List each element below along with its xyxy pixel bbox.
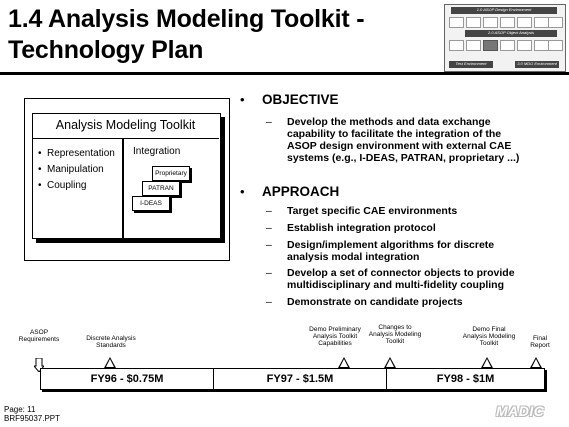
objective-text	[287, 116, 519, 164]
milestone-triangle-icon	[104, 357, 116, 368]
milestone-line: Final	[532, 335, 548, 342]
period-fy98: FY98 - $1M	[436, 373, 495, 385]
milestone-line: Demo Final	[472, 326, 506, 333]
approach-line: Demonstrate on candidate projects	[287, 296, 463, 308]
approach-item	[287, 222, 436, 234]
thumb-cell	[483, 17, 498, 28]
capability-item: • Manipulation	[38, 162, 115, 178]
milestone-line: Changes to	[378, 324, 412, 331]
milestone-triangle-icon	[338, 357, 350, 368]
integration-box-proprietary: Proprietary	[152, 166, 190, 181]
title-divider	[0, 72, 569, 75]
milestone-line: Capabilities	[318, 340, 352, 347]
thumb-cell	[500, 40, 515, 51]
objective-bullet: •	[240, 92, 245, 107]
approach-dash: –	[266, 205, 272, 217]
thumb-cell	[449, 17, 464, 28]
approach-item	[287, 267, 515, 291]
approach-dash: –	[266, 239, 272, 251]
toolkit-diagram-title: Analysis Modeling Toolkit	[32, 113, 219, 139]
approach-dash: –	[266, 222, 272, 234]
thumb-cell-highlight	[483, 40, 498, 51]
objective-line: systems (e.g., I-DEAS, PATRAN, proprietary ...)	[287, 152, 520, 164]
milestone-line: Toolkit	[385, 338, 405, 345]
objective-line: Develop the methods and data exchange	[287, 116, 491, 128]
milestone-label-changes	[360, 324, 430, 345]
capability-item: • Coupling	[38, 178, 115, 194]
approach-line: Target specific CAE environments	[287, 205, 458, 217]
thumb-cell	[517, 40, 532, 51]
integration-box-ideas: I-DEAS	[132, 196, 170, 211]
timeline-band	[40, 368, 545, 390]
approach-dash: –	[266, 267, 272, 279]
milestone-line: Toolkit	[479, 340, 499, 347]
title-line-2: Technology Plan	[8, 36, 204, 64]
objective-line: capability to facilitate the integration of the	[287, 128, 502, 140]
milestone-label-asop-requirements	[14, 329, 64, 343]
milestone-triangle-icon	[530, 357, 542, 368]
integration-label: Integration	[133, 146, 181, 157]
capability-item: • Representation	[38, 146, 115, 162]
footer	[4, 405, 60, 423]
milestone-line: Analysis Modeling	[462, 333, 516, 340]
milestone-line: Analysis Toolkit	[312, 333, 358, 340]
approach-item	[287, 296, 463, 308]
integration-box-patran: PATRAN	[142, 181, 180, 196]
milestone-label-final-report	[520, 335, 560, 349]
thumb-cell	[548, 17, 563, 28]
milestone-label-demo-final	[454, 326, 524, 347]
toolkit-diagram-separator	[122, 139, 124, 238]
thumb-mid-bar: 2.0 ASOP Object Analysis	[465, 30, 557, 37]
thumb-top-bar: 1.0 ASOP Design Environment	[451, 7, 557, 14]
thumb-cell	[534, 40, 549, 51]
milestone-line: ASOP	[29, 329, 49, 336]
objective-line: ASOP design environment with external CAE	[287, 140, 512, 152]
thumb-cell	[500, 17, 515, 28]
approach-heading: APPROACH	[262, 184, 340, 199]
thumb-cell	[548, 40, 563, 51]
milestone-line: Analysis Modeling	[368, 331, 422, 338]
thumb-cell	[449, 40, 464, 51]
approach-item	[287, 239, 494, 263]
milestone-line: Demo Preliminary	[309, 326, 361, 333]
thumb-cell	[466, 17, 481, 28]
objective-dash: –	[266, 116, 272, 128]
objective-heading: OBJECTIVE	[262, 92, 339, 107]
milestone-line: Standards	[96, 342, 126, 349]
milestone-label-discrete-standards	[78, 335, 144, 349]
thumb-cell	[517, 17, 532, 28]
page-title	[8, 4, 364, 66]
milestone-line: Requirements	[18, 336, 60, 343]
approach-bullet: •	[240, 184, 245, 199]
approach-dash: –	[266, 296, 272, 308]
milestone-line: Report	[530, 342, 550, 349]
approach-line: multidisciplinary and multi-fidelity coupling	[287, 279, 505, 291]
milestone-triangle-icon	[481, 357, 493, 368]
milestone-line: Discrete Analysis	[86, 335, 136, 342]
architecture-thumbnail	[444, 4, 566, 72]
thumb-cell	[466, 40, 481, 51]
approach-line: Design/implement algorithms for discrete	[287, 239, 495, 251]
approach-line: Develop a set of connector objects to provide	[287, 267, 515, 279]
period-fy96: FY96 - $0.75M	[90, 373, 164, 385]
approach-line: analysis modal integration	[287, 251, 420, 263]
thumb-cell	[534, 17, 549, 28]
milestone-triangle-icon	[384, 357, 396, 368]
title-line-1: 1.4 Analysis Modeling Toolkit -	[8, 5, 365, 33]
thumb-bottom-left-bar: Test Environment	[449, 61, 493, 68]
thumb-bottom-right-bar: 3.0 MDO Environment	[515, 61, 559, 68]
madic-logo: MADIC	[496, 403, 545, 419]
toolkit-capability-list	[38, 146, 115, 194]
footer-page: Page: 11	[4, 405, 36, 414]
approach-item	[287, 205, 457, 217]
footer-file: BRF95037.PPT	[4, 414, 61, 423]
approach-line: Establish integration protocol	[287, 222, 436, 234]
period-fy97: FY97 - $1.5M	[266, 373, 334, 385]
